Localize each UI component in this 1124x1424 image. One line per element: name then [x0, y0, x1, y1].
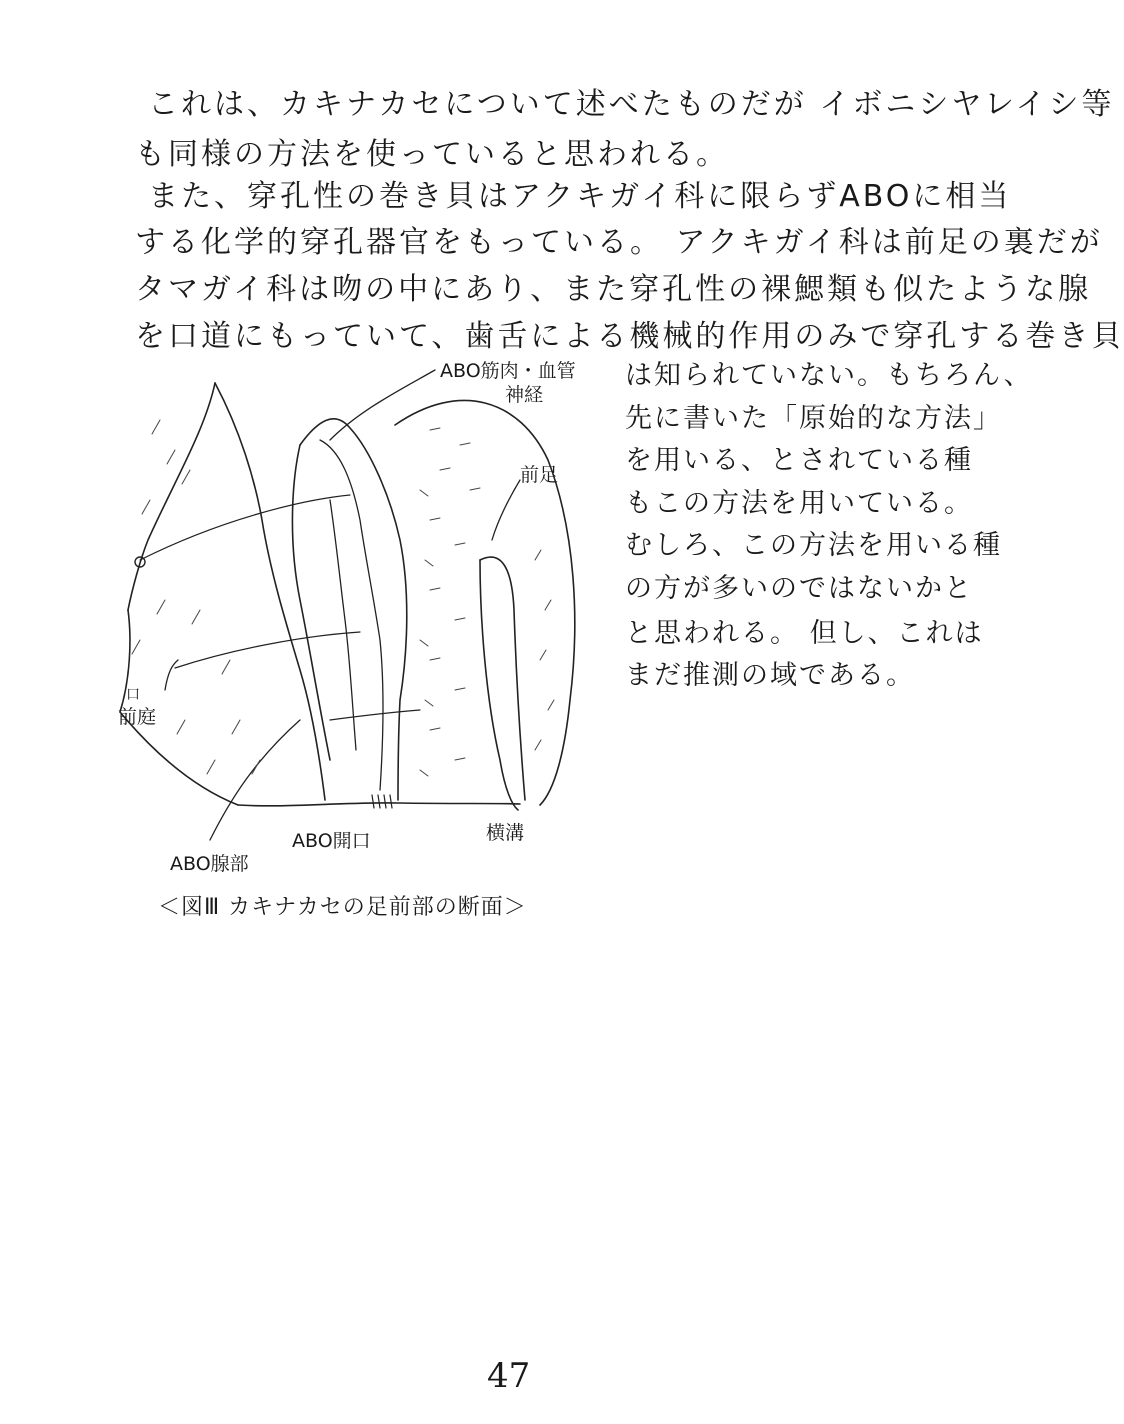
label-abo-opening: ABO開口 — [292, 830, 371, 852]
side-line-1: は知られていない。もちろん、 — [625, 360, 1033, 391]
side-line-6: の方が多いのではないかと — [625, 573, 973, 604]
body-line-6: を口道にもっていて、歯舌による機械的作用のみで穿孔する巻き貝 — [135, 319, 1124, 354]
side-line-8: まだ推測の域である。 — [625, 660, 915, 691]
label-front-foot: 前足 — [520, 464, 559, 486]
label-front-edge: 前庭 — [118, 706, 157, 728]
body-line-1: これは、カキナカセについて述べたものだが イボニシヤレイシ等 — [148, 87, 1115, 122]
side-line-3: を用いる、とされている種 — [625, 445, 973, 476]
body-line-2: も同様の方法を使っていると思われる。 — [135, 137, 729, 172]
side-line-4: もこの方法を用いている。 — [625, 488, 973, 519]
label-abo-gland: ABO腺部 — [170, 853, 249, 875]
figure-caption: ＜図Ⅲ カキナカセの足前部の断面＞ — [158, 895, 527, 920]
side-line-5: むしろ、この方法を用いる種 — [625, 530, 1002, 561]
label-mouth: 口 — [126, 687, 140, 703]
body-line-5: タマガイ科は吻の中にあり、また穿孔性の裸鰓類も似たような腺 — [135, 272, 1092, 307]
body-line-4: する化学的穿孔器官をもっている。 アクキガイ科は前足の裏だが — [135, 225, 1103, 260]
side-line-7: と思われる。 但し、これは — [625, 618, 984, 649]
label-transverse-groove: 横溝 — [486, 822, 525, 844]
label-abo-muscle-nerve: 神経 — [505, 384, 544, 406]
page-number: 47 — [487, 1356, 531, 1396]
body-line-3: また、穿孔性の巻き貝はアクキガイ科に限らずABOに相当 — [148, 179, 1012, 214]
side-line-2: 先に書いた「原始的な方法」 — [625, 403, 1002, 434]
label-abo-muscle: ABO筋肉・血管 — [440, 360, 576, 382]
